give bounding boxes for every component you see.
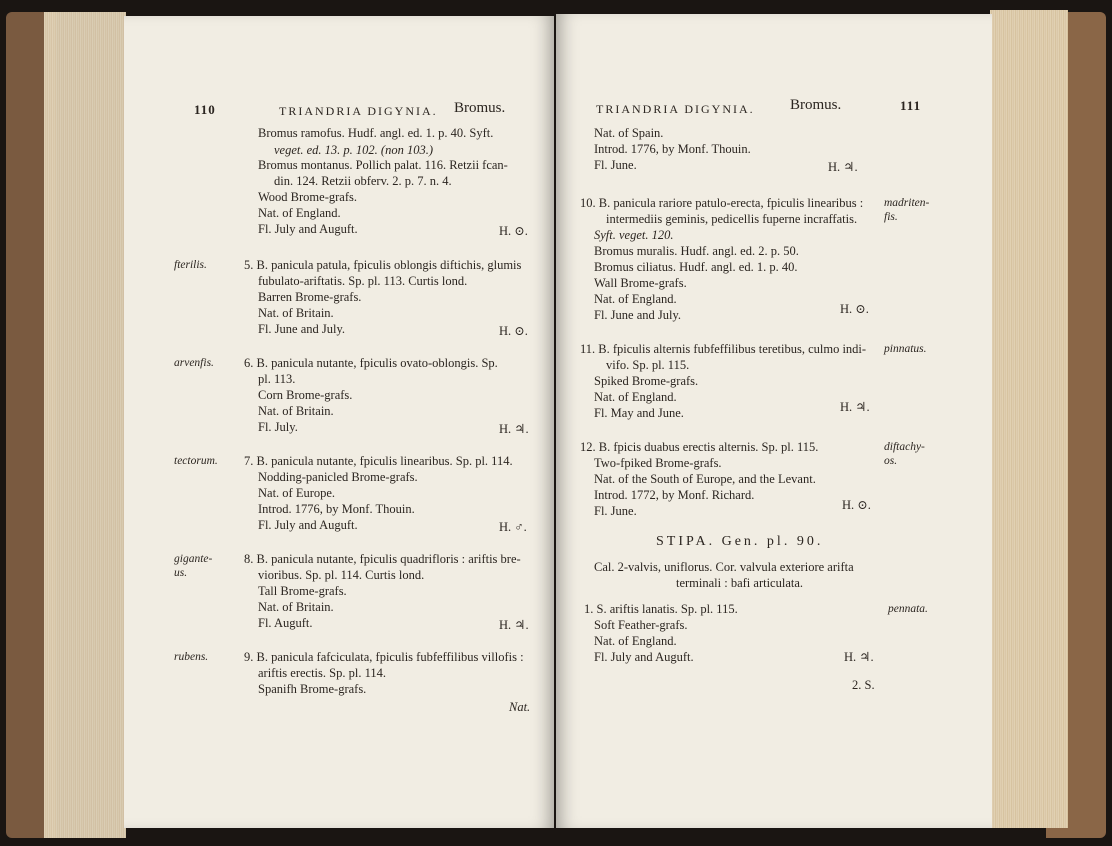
text-line: Nat. of Spain. bbox=[594, 126, 664, 140]
text-line: Nat. of England. bbox=[258, 206, 341, 220]
margin-epithet: fis. bbox=[884, 211, 898, 223]
text-line: 7. B. panicula nutante, fpiculis linearibus. Sp. pl. 114. bbox=[244, 454, 513, 468]
text-line: Spanifh Brome-grafs. bbox=[258, 682, 367, 696]
genus-heading: STIPA. Gen. pl. 90. bbox=[656, 534, 824, 549]
genus-character: Cal. 2-valvis, uniflorus. Cor. valvula exteriore arifta bbox=[594, 560, 854, 574]
text-line: Fl. May and June. bbox=[594, 406, 684, 420]
duration-symbol: H. ⊙. bbox=[499, 224, 528, 238]
margin-epithet: arvenfis. bbox=[174, 357, 214, 369]
text-line: Tall Brome-grafs. bbox=[258, 584, 347, 598]
margin-epithet: pinnatus. bbox=[884, 343, 927, 355]
text-line: Fl. Auguft. bbox=[258, 616, 313, 630]
text-line: intermediis geminis, pedicellis fuperne incraffatis. bbox=[606, 212, 858, 226]
text-line: Nat. of Britain. bbox=[258, 600, 334, 614]
margin-epithet: us. bbox=[174, 567, 188, 579]
margin-epithet: pennata. bbox=[888, 603, 928, 615]
text-line: Nat. of England. bbox=[594, 292, 677, 306]
text-line: Bromus ciliatus. Hudf. angl. ed. 1. p. 40. bbox=[594, 260, 798, 274]
text-line: 12. B. fpicis duabus erectis alternis. Sp. pl. 115. bbox=[580, 440, 819, 454]
text-line: ariftis erectis. Sp. pl. 114. bbox=[258, 666, 386, 680]
text-line: veget. ed. 13. p. 102. (non 103.) bbox=[274, 143, 433, 157]
page-number: 111 bbox=[900, 98, 922, 113]
text-line: Introd. 1772, by Monf. Richard. bbox=[594, 488, 755, 502]
text-line: 9. B. panicula fafciculata, fpiculis fubfeffilibus villofis : bbox=[244, 650, 524, 664]
text-line: Introd. 1776, by Monf. Thouin. bbox=[258, 502, 415, 516]
text-line: Two-fpiked Brome-grafs. bbox=[594, 456, 722, 470]
duration-symbol: H. ♃. bbox=[840, 400, 870, 414]
running-header: TRIANDRIA DIGYNIA. bbox=[596, 102, 755, 116]
genus-character: terminali : bafi articulata. bbox=[676, 576, 804, 590]
text-line: 10. B. panicula rariore patulo-erecta, fpiculis linearibus : bbox=[580, 196, 864, 210]
text-line: Introd. 1776, by Monf. Thouin. bbox=[594, 142, 751, 156]
text-line: Wood Brome-grafs. bbox=[258, 190, 357, 204]
text-line: Wall Brome-grafs. bbox=[594, 276, 687, 290]
text-line: din. 124. Retzii obferv. 2. p. 7. n. 4. bbox=[274, 174, 452, 188]
text-line: 11. B. fpiculis alternis fubfeffilibus teretibus, culmo indi- bbox=[580, 342, 867, 356]
duration-symbol: H. ⊙. bbox=[499, 324, 528, 338]
text-line: Fl. July and Auguft. bbox=[258, 518, 358, 532]
header-genus: Bromus. bbox=[790, 97, 842, 113]
margin-epithet: diftachy- bbox=[884, 441, 925, 453]
running-header: TRIANDRIA DIGYNIA. bbox=[279, 104, 438, 118]
duration-symbol: H. ⊙. bbox=[840, 302, 869, 316]
text-line: Nat. of Britain. bbox=[258, 306, 334, 320]
text-line: Bromus muralis. Hudf. angl. ed. 2. p. 50. bbox=[594, 244, 799, 258]
margin-epithet: madriten- bbox=[884, 197, 930, 209]
text-line: Soft Feather-grafs. bbox=[594, 618, 688, 632]
text-line: Fl. July and Auguft. bbox=[258, 222, 358, 236]
duration-symbol: H. ♃. bbox=[499, 422, 529, 436]
duration-symbol: H. ♃. bbox=[844, 650, 874, 664]
text-line: Bromus montanus. Pollich palat. 116. Retzii fcan- bbox=[258, 158, 508, 172]
text-line: 5. B. panicula patula, fpiculis oblongis diftichis, glumis bbox=[244, 258, 522, 272]
text-line: Nodding-panicled Brome-grafs. bbox=[258, 470, 418, 484]
catchword: 2. S. bbox=[852, 678, 875, 692]
catchword: Nat. bbox=[509, 700, 531, 714]
text-line: 6. B. panicula nutante, fpiculis ovato-oblongis. Sp. bbox=[244, 356, 498, 370]
left-page-edges bbox=[44, 12, 126, 838]
text-line: Nat. of England. bbox=[594, 390, 677, 404]
margin-epithet: tectorum. bbox=[174, 455, 218, 467]
text-line: Barren Brome-grafs. bbox=[258, 290, 362, 304]
text-line: Fl. June and July. bbox=[594, 308, 682, 322]
text-line: 8. B. panicula nutante, fpiculis quadrifloris : ariftis bre- bbox=[244, 552, 521, 566]
text-line: Fl. July and Auguft. bbox=[594, 650, 694, 664]
header-genus: Bromus. bbox=[454, 100, 506, 116]
margin-epithet: rubens. bbox=[174, 651, 209, 663]
duration-symbol: H. ♂. bbox=[499, 520, 527, 534]
text-line: Fl. June. bbox=[594, 504, 637, 518]
margin-epithet: fterilis. bbox=[174, 259, 207, 271]
text-line: 1. S. ariftis lanatis. Sp. pl. 115. bbox=[584, 602, 738, 616]
text-line: vifo. Sp. pl. 115. bbox=[606, 358, 690, 372]
right-page bbox=[556, 14, 992, 828]
text-line: Fl. July. bbox=[258, 420, 298, 434]
left-page bbox=[124, 16, 554, 828]
text-line: pl. 113. bbox=[258, 372, 296, 386]
right-page-edges bbox=[990, 10, 1068, 828]
text-line: Bromus ramofus. Hudf. angl. ed. 1. p. 40. Syft. bbox=[258, 126, 494, 140]
text-line: Nat. of England. bbox=[594, 634, 677, 648]
text-line: Nat. of Britain. bbox=[258, 404, 334, 418]
margin-epithet: os. bbox=[884, 455, 898, 467]
text-line: Syft. veget. 120. bbox=[594, 228, 674, 242]
text-line: Fl. June. bbox=[594, 158, 637, 172]
text-line: vioribus. Sp. pl. 114. Curtis lond. bbox=[258, 568, 425, 582]
duration-symbol: H. ⊙. bbox=[842, 498, 871, 512]
page-number: 110 bbox=[194, 102, 216, 117]
text-line: Nat. of the South of Europe, and the Levant. bbox=[594, 472, 816, 486]
text-line: Nat. of Europe. bbox=[258, 486, 336, 500]
duration-symbol: H. ♃. bbox=[499, 618, 529, 632]
text-line: Fl. June and July. bbox=[258, 322, 346, 336]
duration-symbol: H. ♃. bbox=[828, 160, 858, 174]
text-line: fubulato-ariftatis. Sp. pl. 113. Curtis lond. bbox=[258, 274, 468, 288]
text-line: Spiked Brome-grafs. bbox=[594, 374, 699, 388]
text-line: Corn Brome-grafs. bbox=[258, 388, 353, 402]
margin-epithet: gigante- bbox=[174, 553, 213, 565]
